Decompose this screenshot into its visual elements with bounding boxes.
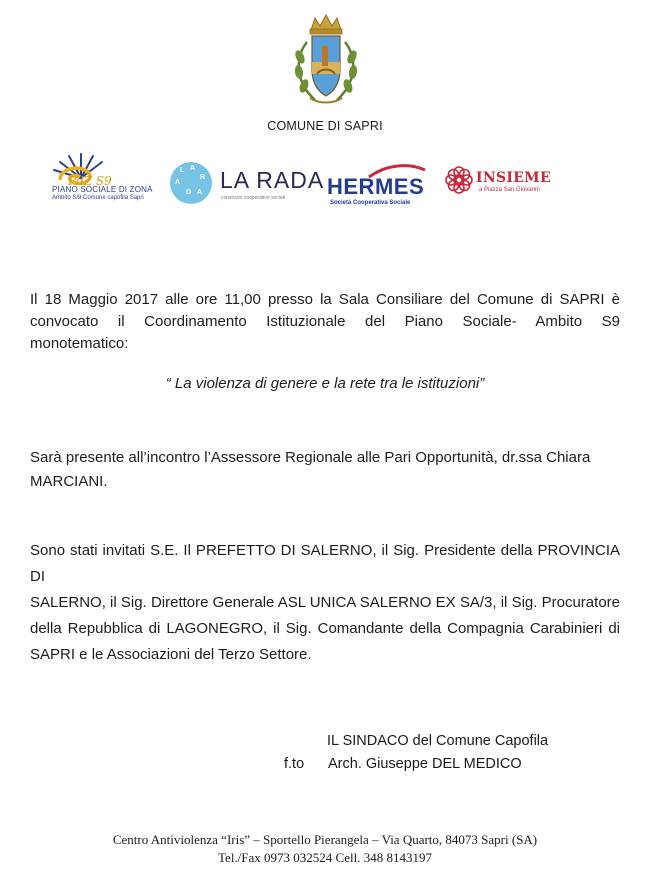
flower-icon [443, 164, 475, 196]
signature-title: IL SINDACO del Comune Capofila [327, 733, 549, 749]
rada-name: LA RADA [220, 167, 325, 193]
rada-subtitle: consorzio cooperative sociali [221, 195, 285, 201]
paragraph-assessore [30, 446, 620, 494]
rada-letter: L [180, 167, 185, 174]
text-line: SAPRI e le Associazioni del Terzo Settore. [30, 646, 312, 663]
insieme-subtitle: a Piazza San Giovanni [479, 187, 540, 193]
text-line: Sono stati invitati S.E. Il PREFETTO DI SALERNO, il Sig. Presidente della PROVINCIA DI [30, 542, 620, 585]
text-line: Sarà presente all’incontro l’Assessore Regionale alle Pari Opportunità, dr.ssa Chiara [30, 449, 591, 466]
text-line: della Repubblica di LAGONEGRO, il Sig. Comandante della Compagnia Carabinieri di [30, 620, 620, 637]
footer-address: Centro Antiviolenza “Iris” – Sportello Pierangela – Via Quarto, 84073 Sapri (SA) [112, 832, 538, 847]
meeting-subject: “ La violenza di genere e la rete tra le istituzioni” [165, 375, 485, 392]
text-line: Il 18 Maggio 2017 alle ore 11,00 presso la Sala Consiliare del Comune di SAPRI è [30, 291, 620, 308]
rada-letter: A [190, 165, 196, 172]
rada-circle-icon [170, 162, 212, 204]
pdz-line2: Ambito S/9 Comune capofila Sapri [52, 195, 144, 201]
rada-letter: A [197, 189, 203, 196]
text-line: SALERNO, il Sig. Direttore Generale ASL UNICA SALERNO EX SA/3, il Sig. Procuratore [30, 594, 620, 611]
rada-letter: R [200, 174, 206, 181]
logo-hermes [325, 164, 445, 208]
logo-la-rada [170, 162, 330, 208]
footer-contacts: Tel./Fax 0973 032524 Cell. 348 8143197 [218, 850, 432, 865]
paragraph-invitees [30, 538, 620, 668]
signature-fto: f.to [284, 756, 305, 772]
pdz-line1: PIANO SOCIALE DI ZONA [52, 185, 153, 194]
pdz-mark: PdZ S9 [68, 174, 112, 188]
partner-logos [0, 150, 650, 210]
logo-insieme [443, 164, 558, 208]
signature-name: Arch. Giuseppe DEL MEDICO [328, 756, 522, 772]
text-line: MARCIANI. [30, 473, 108, 490]
insieme-name: INSIEME [476, 170, 551, 186]
hermes-name: HERMES [327, 174, 425, 199]
hermes-subtitle: Società Cooperativa Sociale [330, 200, 411, 206]
paragraph-convocation [30, 289, 620, 355]
text-line: monotematico: [30, 335, 129, 352]
text-line: convocato il Coordinamento Istituzionale del Piano Sociale- Ambito S9 [30, 313, 620, 330]
logo-piano-sociale-di-zona [40, 150, 160, 208]
comune-coat-of-arms [285, 12, 367, 112]
rada-letter: D [186, 189, 192, 196]
rada-letter: A [175, 179, 181, 186]
comune-title: COMUNE DI SAPRI [267, 119, 383, 133]
